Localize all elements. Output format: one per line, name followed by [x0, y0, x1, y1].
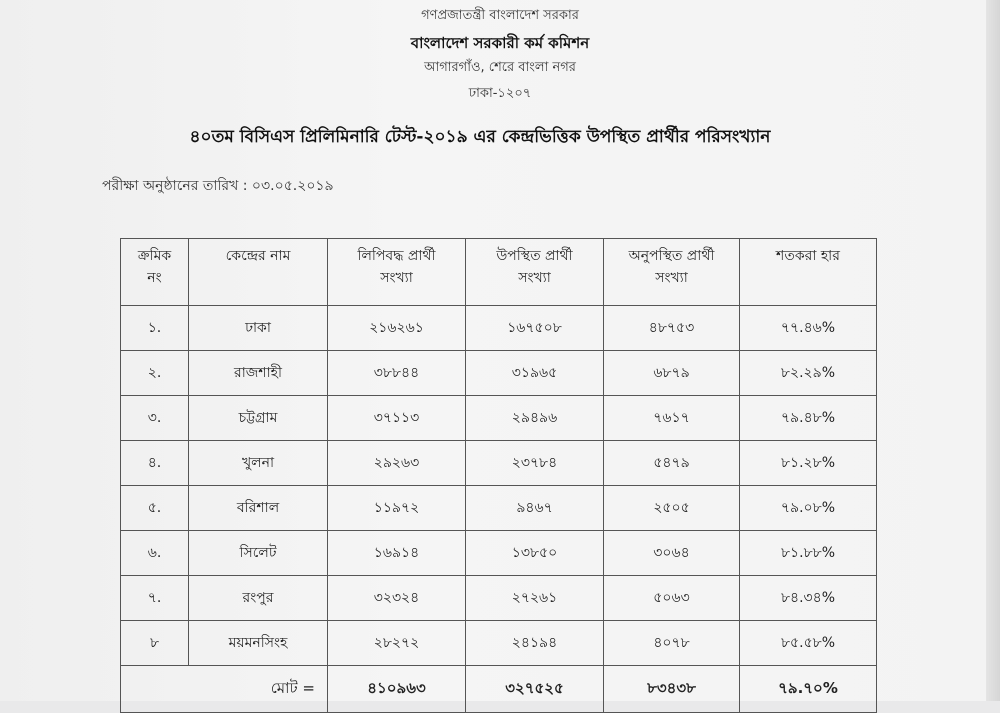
- cell-present: ২৯৪৯৬: [466, 396, 604, 441]
- cell-absent: ৪০৭৮: [604, 621, 740, 666]
- cell-serial: ৬.: [121, 531, 189, 576]
- cell-serial: ৫.: [121, 486, 189, 531]
- cell-percent: ৮১.২৮%: [740, 441, 877, 486]
- cell-registered: ৩৭১১৩: [328, 396, 466, 441]
- page-edge-shadow: [986, 0, 1000, 701]
- col-header-present: উপস্থিত প্রার্থী সংখ্যা: [466, 239, 604, 306]
- cell-percent: ৮৫.৫৮%: [740, 621, 877, 666]
- cell-center: রাজশাহী: [189, 351, 328, 396]
- cell-present: ১৩৮৫০: [466, 531, 604, 576]
- cell-center: ময়মনসিংহ: [189, 621, 328, 666]
- cell-absent: ৪৮৭৫৩: [604, 306, 740, 351]
- cell-percent: ৮১.৮৮%: [740, 531, 877, 576]
- cell-registered: ২১৬২৬১: [328, 306, 466, 351]
- col-header-percent: শতকরা হার: [740, 239, 877, 306]
- table-row: [121, 621, 877, 666]
- total-absent: ৮৩৪৩৮: [604, 666, 740, 713]
- total-row: [121, 666, 877, 713]
- header-city: ঢাকা-১২০৭: [468, 86, 532, 101]
- cell-serial: ৮: [121, 621, 189, 666]
- cell-center: রংপুর: [189, 576, 328, 621]
- total-label: মোট =: [121, 666, 328, 713]
- cell-serial: ৩.: [121, 396, 189, 441]
- cell-present: ২৩৭৮৪: [466, 441, 604, 486]
- cell-present: ২৭২৬১: [466, 576, 604, 621]
- cell-absent: ৭৬১৭: [604, 396, 740, 441]
- cell-registered: ৩৮৮৪৪: [328, 351, 466, 396]
- table-row: [121, 441, 877, 486]
- table-row: [121, 351, 877, 396]
- cell-absent: ৫০৬৩: [604, 576, 740, 621]
- cell-registered: ১১৯৭২: [328, 486, 466, 531]
- cell-serial: ২.: [121, 351, 189, 396]
- table-header-row: [121, 239, 877, 306]
- header-commission: বাংলাদেশ সরকারী কর্ম কমিশন: [410, 34, 590, 52]
- cell-present: ৩১৯৬৫: [466, 351, 604, 396]
- document-title: ৪০তম বিসিএস প্রিলিমিনারি টেস্ট-২০১৯ এর কেন্দ্রভিত্তিক উপস্থিত প্রার্থীর পরিসংখ্যান: [189, 127, 771, 147]
- cell-absent: ৫৪৭৯: [604, 441, 740, 486]
- table-row: [121, 306, 877, 351]
- cell-serial: ১.: [121, 306, 189, 351]
- table-row: [121, 486, 877, 531]
- total-present: ৩২৭৫২৫: [466, 666, 604, 713]
- col-header-serial: ক্রমিক নং: [121, 239, 189, 306]
- total-registered: ৪১০৯৬৩: [328, 666, 466, 713]
- header-government: গণপ্রজাতন্ত্রী বাংলাদেশ সরকার: [421, 8, 579, 23]
- cell-percent: ৮২.২৯%: [740, 351, 877, 396]
- cell-center: ঢাকা: [189, 306, 328, 351]
- cell-registered: ৩২৩২৪: [328, 576, 466, 621]
- cell-absent: ৩০৬৪: [604, 531, 740, 576]
- total-percent: ৭৯.৭০%: [740, 666, 877, 713]
- exam-date: পরীক্ষা অনুষ্ঠানের তারিখ : ০৩.০৫.২০১৯: [102, 178, 334, 194]
- cell-percent: ৭৯.০৮%: [740, 486, 877, 531]
- cell-center: সিলেট: [189, 531, 328, 576]
- cell-present: ৯৪৬৭: [466, 486, 604, 531]
- cell-present: ২৪১৯৪: [466, 621, 604, 666]
- header-address: আগারগাঁও, শেরে বাংলা নগর: [424, 60, 576, 75]
- cell-center: চট্টগ্রাম: [189, 396, 328, 441]
- cell-absent: ৬৮৭৯: [604, 351, 740, 396]
- table-row: [121, 531, 877, 576]
- cell-serial: ৪.: [121, 441, 189, 486]
- cell-percent: ৭৭.৪৬%: [740, 306, 877, 351]
- cell-center: বরিশাল: [189, 486, 328, 531]
- cell-registered: ১৬৯১৪: [328, 531, 466, 576]
- table-row: [121, 396, 877, 441]
- col-header-center: কেন্দ্রের নাম: [189, 239, 328, 306]
- statistics-table: [120, 238, 877, 713]
- col-header-absent: অনুপস্থিত প্রার্থী সংখ্যা: [604, 239, 740, 306]
- cell-center: খুলনা: [189, 441, 328, 486]
- cell-serial: ৭.: [121, 576, 189, 621]
- cell-absent: ২৫০৫: [604, 486, 740, 531]
- table-row: [121, 576, 877, 621]
- cell-percent: ৮৪.৩৪%: [740, 576, 877, 621]
- cell-present: ১৬৭৫০৮: [466, 306, 604, 351]
- col-header-registered: লিপিবদ্ধ প্রার্থী সংখ্যা: [328, 239, 466, 306]
- cell-percent: ৭৯.৪৮%: [740, 396, 877, 441]
- cell-registered: ২৮২৭২: [328, 621, 466, 666]
- cell-registered: ২৯২৬৩: [328, 441, 466, 486]
